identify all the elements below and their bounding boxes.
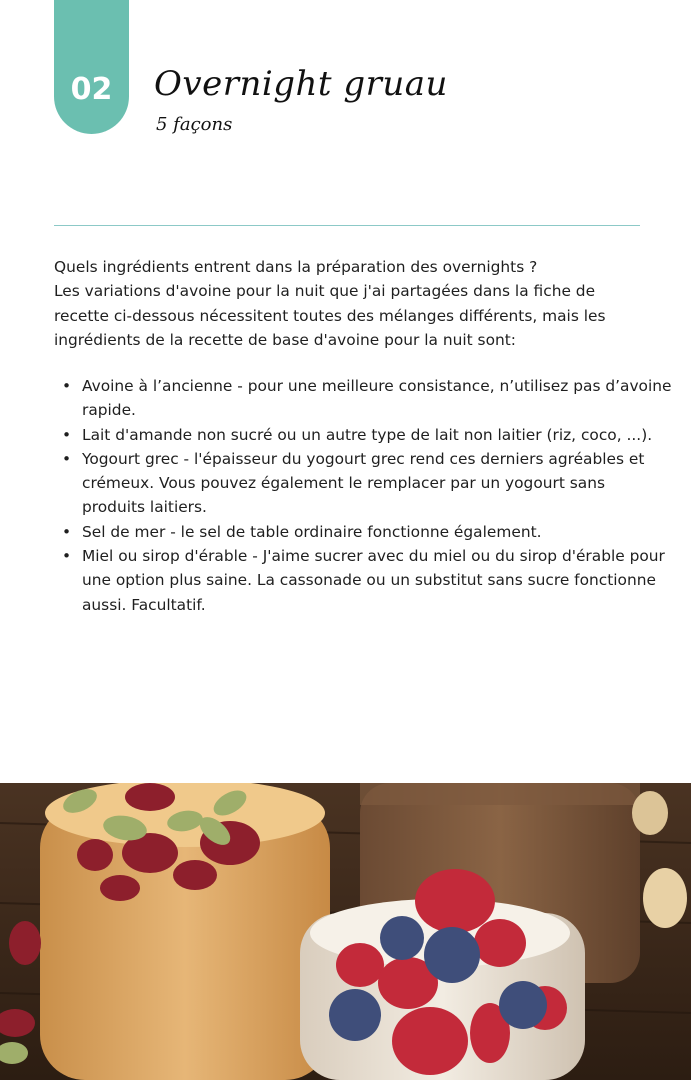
list-item: • Avoine à l’ancienne - pour une meilleure consistance, n’utilisez pas d’avoine rapide. bbox=[82, 374, 672, 423]
section-number-tab bbox=[54, 0, 129, 134]
list-item: • Miel ou sirop d'érable - J'aime sucrer avec du miel ou du sirop d'érable pour une option plus saine. La cassonade ou un substitut sans sucre fonctionne aussi. Facultatif. bbox=[82, 544, 672, 617]
list-item: • Lait d'amande non sucré ou un autre type de lait non laitier (riz, coco, ...). bbox=[82, 423, 672, 447]
intro-paragraph: Les variations d'avoine pour la nuit que j'ai partagées dans la fiche de recette ci-dessous nécessitent toutes des mélanges différents, mais les ingrédients de la recette de base d'avoine pour la nuit sont: bbox=[54, 282, 606, 349]
intro-question: Quels ingrédients entrent dans la préparation des overnights ? bbox=[54, 258, 538, 276]
page-title: Overnight gruau bbox=[154, 64, 448, 104]
ingredients-list bbox=[54, 374, 672, 617]
page-subtitle: 5 façons bbox=[156, 114, 233, 135]
section-number: 02 bbox=[70, 72, 113, 107]
overnight-oats-photo bbox=[0, 783, 691, 1080]
intro-text bbox=[54, 255, 646, 352]
divider bbox=[54, 225, 640, 226]
list-item: • Yogourt grec - l'épaisseur du yogourt grec rend ces derniers agréables et crémeux. Vous pouvez également le remplacer par un yogourt sans produits laitiers. bbox=[82, 447, 672, 520]
photo-illustration bbox=[0, 783, 691, 1080]
list-item: • Sel de mer - le sel de table ordinaire fonctionne également. bbox=[82, 520, 672, 544]
